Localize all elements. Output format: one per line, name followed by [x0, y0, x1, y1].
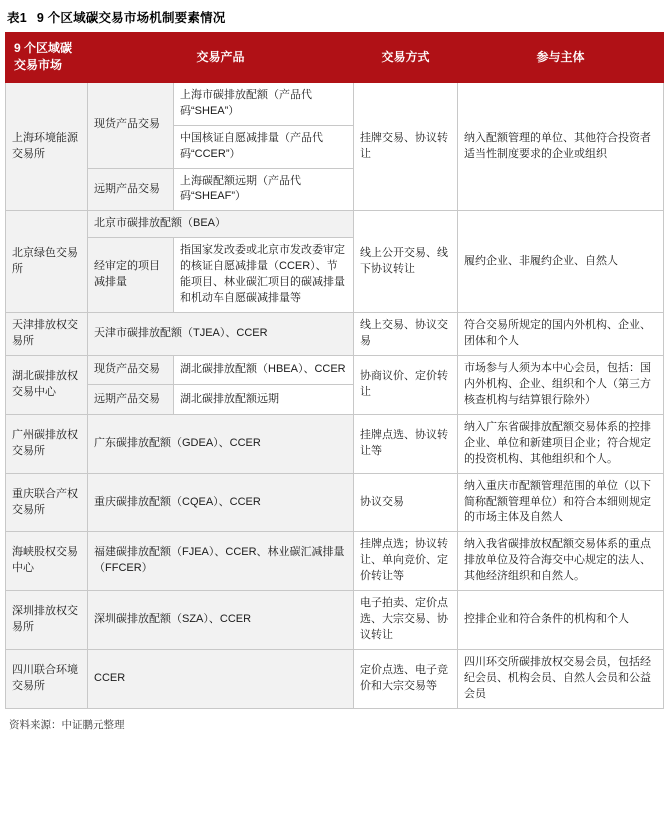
table-row [6, 650, 664, 709]
table-row [6, 211, 664, 238]
product-item: CCER [88, 650, 354, 709]
trading-mode: 挂牌点选；协议转让、单向竞价、定价转让等 [354, 532, 458, 591]
column-header-mode: 交易方式 [354, 33, 458, 83]
table-row [6, 355, 664, 384]
product-item: 湖北碳排放配额远期 [174, 385, 354, 414]
product-item: 广东碳排放配额（GDEA）、CCER [88, 414, 354, 473]
market-name: 上海环境能源交易所 [6, 82, 88, 211]
column-header-product: 交易产品 [88, 33, 354, 83]
table-row [6, 82, 664, 125]
participants: 四川环交所碳排放权交易会员，包括经纪会员、机构会员、自然人会员和公益会员 [458, 650, 664, 709]
product-subtype: 现货产品交易 [88, 355, 174, 384]
product-item: 天津市碳排放配额（TJEA）、CCER [88, 313, 354, 356]
column-header-market-line1: 9 个区域碳 [14, 41, 73, 55]
product-item: 深圳碳排放配额（SZA）、CCER [88, 591, 354, 650]
product-item: 湖北碳排放配额（HBEA）、CCER [174, 355, 354, 384]
trading-mode: 定价点选、电子竞价和大宗交易等 [354, 650, 458, 709]
column-header-market-line2: 交易市场 [14, 58, 63, 73]
trading-mode: 协议交易 [354, 473, 458, 532]
market-name: 四川联合环境交易所 [6, 650, 88, 709]
participants: 市场参与人须为本中心会员，包括：国内外机构、企业、组织和个人（第三方核查机构与结算银行除外） [458, 355, 664, 414]
trading-mode: 挂牌点选、协议转让等 [354, 414, 458, 473]
market-name: 北京绿色交易所 [6, 211, 88, 313]
participants: 纳入配额管理的单位、其他符合投资者适当性制度要求的企业或组织 [458, 82, 664, 211]
table-title [3, 6, 661, 32]
market-name: 深圳排放权交易所 [6, 591, 88, 650]
participants: 控排企业和符合条件的机构和个人 [458, 591, 664, 650]
participants: 纳入重庆市配额管理范围的单位（以下简称配额管理单位）和符合本细则规定的市场主体及自然人 [458, 473, 664, 532]
table-body [6, 82, 664, 708]
trading-mode: 挂牌交易、协议转让 [354, 82, 458, 211]
participants: 纳入广东省碳排放配额交易体系的控排企业、单位和新建项目企业；符合规定的投资机构、其他组织和个人。 [458, 414, 664, 473]
column-header-market [6, 33, 88, 83]
trading-mode: 电子拍卖、定价点选、大宗交易、协议转让 [354, 591, 458, 650]
product-item: 重庆碳排放配额（CQEA）、CCER [88, 473, 354, 532]
participants: 纳入我省碳排放权配额交易体系的重点排放单位及符合海交中心规定的法人、其他经济组织和自然人。 [458, 532, 664, 591]
trading-mode: 线上交易、协议交易 [354, 313, 458, 356]
product-subtype: 现货产品交易 [88, 82, 174, 168]
table-header-row [6, 33, 664, 83]
product-subtype: 经审定的项目减排量 [88, 238, 174, 313]
participants: 履约企业、非履约企业、自然人 [458, 211, 664, 313]
product-item: 指国家发改委或北京市发改委审定的核证自愿减排量（CCER）、节能项目、林业碳汇项目的碳减排量和机动车自愿碳减排量等 [174, 238, 354, 313]
product-subtype: 远期产品交易 [88, 385, 174, 414]
market-name: 广州碳排放权交易所 [6, 414, 88, 473]
table-row [6, 414, 664, 473]
column-header-actor: 参与主体 [458, 33, 664, 83]
product-item: 北京市碳排放配额（BEA） [88, 211, 354, 238]
source-note: 资料来源：中证鹏元整理 [9, 718, 125, 731]
product-item: 中国核证自愿减排量（产品代码“CCER”） [174, 125, 354, 168]
market-name: 重庆联合产权交易所 [6, 473, 88, 532]
product-item: 福建碳排放配额（FJEA）、CCER、林业碳汇减排量（FFCER） [88, 532, 354, 591]
carbon-market-table [5, 32, 664, 709]
product-item: 上海市碳排放配额（产品代码“SHEA”） [174, 82, 354, 125]
product-subtype: 远期产品交易 [88, 168, 174, 211]
table-title-text: 9 个区域碳交易市场机制要素情况 [36, 11, 226, 25]
trading-mode: 线上公开交易、线下协议转让 [354, 211, 458, 313]
table-row [6, 591, 664, 650]
trading-mode: 协商议价、定价转让 [354, 355, 458, 414]
table-row [6, 313, 664, 356]
table-number: 表1 [7, 11, 27, 25]
table-row [6, 473, 664, 532]
market-name: 湖北碳排放权交易中心 [6, 355, 88, 414]
table-row [6, 532, 664, 591]
market-name: 天津排放权交易所 [6, 313, 88, 356]
table-header [6, 33, 664, 83]
participants: 符合交易所规定的国内外机构、企业、团体和个人 [458, 313, 664, 356]
market-name: 海峡股权交易中心 [6, 532, 88, 591]
product-item: 上海碳配额远期（产品代码“SHEAF”） [174, 168, 354, 211]
